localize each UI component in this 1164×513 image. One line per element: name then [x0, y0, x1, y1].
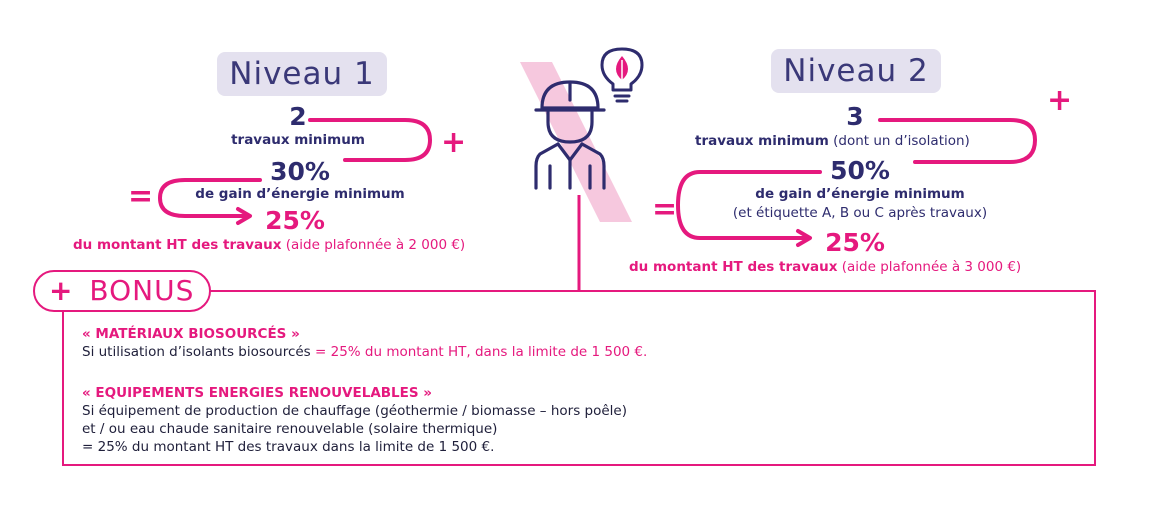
- niveau1-gain-label: de gain d’énergie minimum: [195, 186, 405, 202]
- niveau2-aid-line: [629, 259, 1021, 276]
- niveau1-gain: 30%: [270, 157, 330, 186]
- niveau1-title: Niveau 1: [217, 52, 387, 96]
- niveau1-aid: 25%: [265, 206, 325, 235]
- bonus-plus-icon: +: [49, 274, 74, 307]
- niveau2-count-label: travaux minimum: [695, 133, 829, 149]
- bonus-section1-line: [82, 344, 647, 361]
- niveau1-count-label: travaux minimum: [231, 132, 365, 148]
- niveau2-count-note: (dont un d’isolation): [833, 133, 970, 149]
- niveau1-aid-line: [73, 237, 465, 254]
- niveau1-aid-cap: (aide plafonnée à 2 000 €): [285, 237, 466, 253]
- bonus-section1-text: Si utilisation d’isolants biosourcés: [82, 344, 311, 360]
- bonus-section2-highlight: = 25% du montant HT des travaux dans la limite de 1 500 €.: [82, 439, 495, 455]
- niveau2-gain-label: de gain d’énergie minimum: [755, 186, 965, 202]
- bonus-section2-title: « EQUIPEMENTS ENERGIES RENOUVELABLES »: [82, 385, 433, 401]
- niveau2-aid: 25%: [825, 228, 885, 257]
- niveau2-count: 3: [846, 102, 864, 131]
- niveau2-aid-label: du montant HT des travaux: [629, 259, 838, 275]
- niveau1-count: 2: [289, 102, 307, 131]
- niveau1-plus-sign: +: [441, 125, 467, 160]
- niveau2-equals-sign: =: [652, 192, 678, 227]
- bonus-section2-line2: et / ou eau chaude sanitaire renouvelable (solaire thermique): [82, 421, 498, 437]
- bonus-section1-title: « MATÉRIAUX BIOSOURCÉS »: [82, 326, 300, 342]
- lightbulb-leaf-icon: [599, 46, 645, 104]
- worker-icon: [530, 70, 610, 195]
- niveau1-equals-sign: =: [128, 179, 154, 214]
- niveau2-aid-cap: (aide plafonnée à 3 000 €): [841, 259, 1022, 275]
- niveau1-aid-label: du montant HT des travaux: [73, 237, 282, 253]
- bonus-label: BONUS: [89, 274, 195, 307]
- niveau2-count-line: [695, 133, 970, 150]
- niveau2-gain-note: (et étiquette A, B ou C après travaux): [732, 205, 988, 221]
- niveau2-gain: 50%: [830, 156, 890, 185]
- niveau2-title: Niveau 2: [771, 49, 941, 93]
- bonus-section1-highlight: = 25% du montant HT, dans la limite de 1 500 €.: [315, 344, 648, 360]
- niveau2-plus-sign: +: [1047, 83, 1073, 118]
- bonus-section2-line1: Si équipement de production de chauffage (géothermie / biomasse – hors poêle): [82, 403, 627, 419]
- bonus-tag: [33, 270, 211, 312]
